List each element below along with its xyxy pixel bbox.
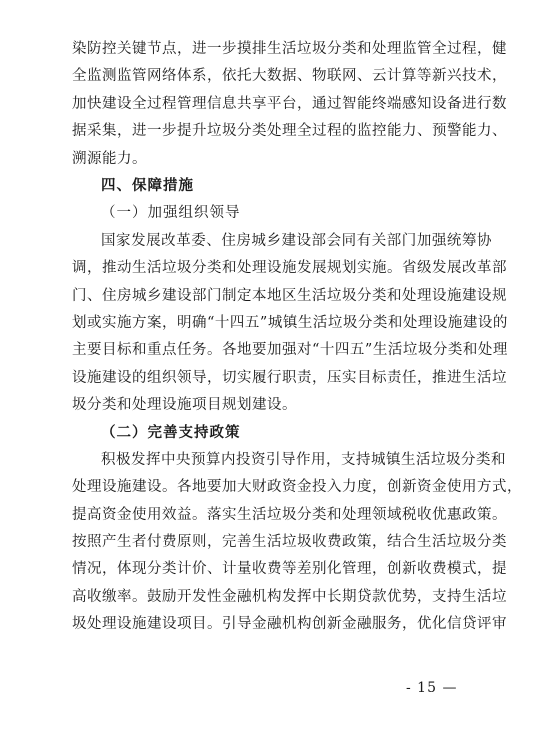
subsection-heading: （二）完善支持政策 [101,424,241,442]
text-line: 按照产生者付费原则，完善生活垃圾收费政策，结合生活垃圾分类 [72,534,507,551]
text-line: 处理设施建设。各地要加大财政资金投入力度，创新资金使用方式， [72,479,522,496]
text-line: 溯源能力。 [72,150,147,167]
paragraph-organization [72,228,508,420]
text-line: 圾处理设施建设项目。引导金融机构创新金融服务，优化信贷评审 [72,616,507,633]
text-line: 圾分类和处理设施项目规划建设。 [72,397,297,414]
section-heading: 四、保障措施 [101,177,194,194]
text-line: 主要目标和重点任务。各地要加强对“十四五”生活垃圾分类和处理 [72,342,508,359]
text-line: 情况，体现分类计价、计量收费等差别化管理，创新收费模式，提 [72,561,507,578]
text-line: 全监测监管网络体系，依托大数据、物联网、云计算等新兴技术， [72,68,507,85]
text-line: 加快建设全过程管理信息共享平台，通过智能终端感知设备进行数 [72,95,507,112]
text-line: 调，推动生活垃圾分类和处理设施发展规划实施。省级发展改革部 [72,260,507,277]
text-line: 提高资金使用效益。落实生活垃圾分类和处理领域税收优惠政策。 [72,506,507,523]
page-number: - 15 — [406,680,458,696]
text-line: 积极发挥中央预算内投资引导作用，支持城镇生活垃圾分类和 [101,451,506,468]
text-line: 国家发展改革委、住房城乡建设部会同有关部门加强统筹协 [101,232,492,249]
text-line: 设施建设的组织领导，切实履行职责，压实目标责任，推进生活垃 [72,369,507,386]
subsection-heading: （一）加强组织领导 [101,205,241,222]
paragraph-policy [72,447,522,639]
text-line: 划或实施方案，明确“十四五”城镇生活垃圾分类和处理设施建设的 [72,314,508,331]
text-line: 高收缴率。鼓励开发性金融机构发挥中长期贷款优势，支持生活垃 [72,588,507,605]
document-page [72,36,522,639]
text-line: 据采集，进一步提升垃圾分类处理全过程的监控能力、预警能力、 [72,123,507,140]
text-line: 染防控关键节点，进一步摸排生活垃圾分类和处理监管全过程，健 [72,41,507,57]
text-line: 门、住房城乡建设部门制定本地区生活垃圾分类和处理设施建设规 [72,287,507,304]
paragraph-continuation [72,36,507,173]
